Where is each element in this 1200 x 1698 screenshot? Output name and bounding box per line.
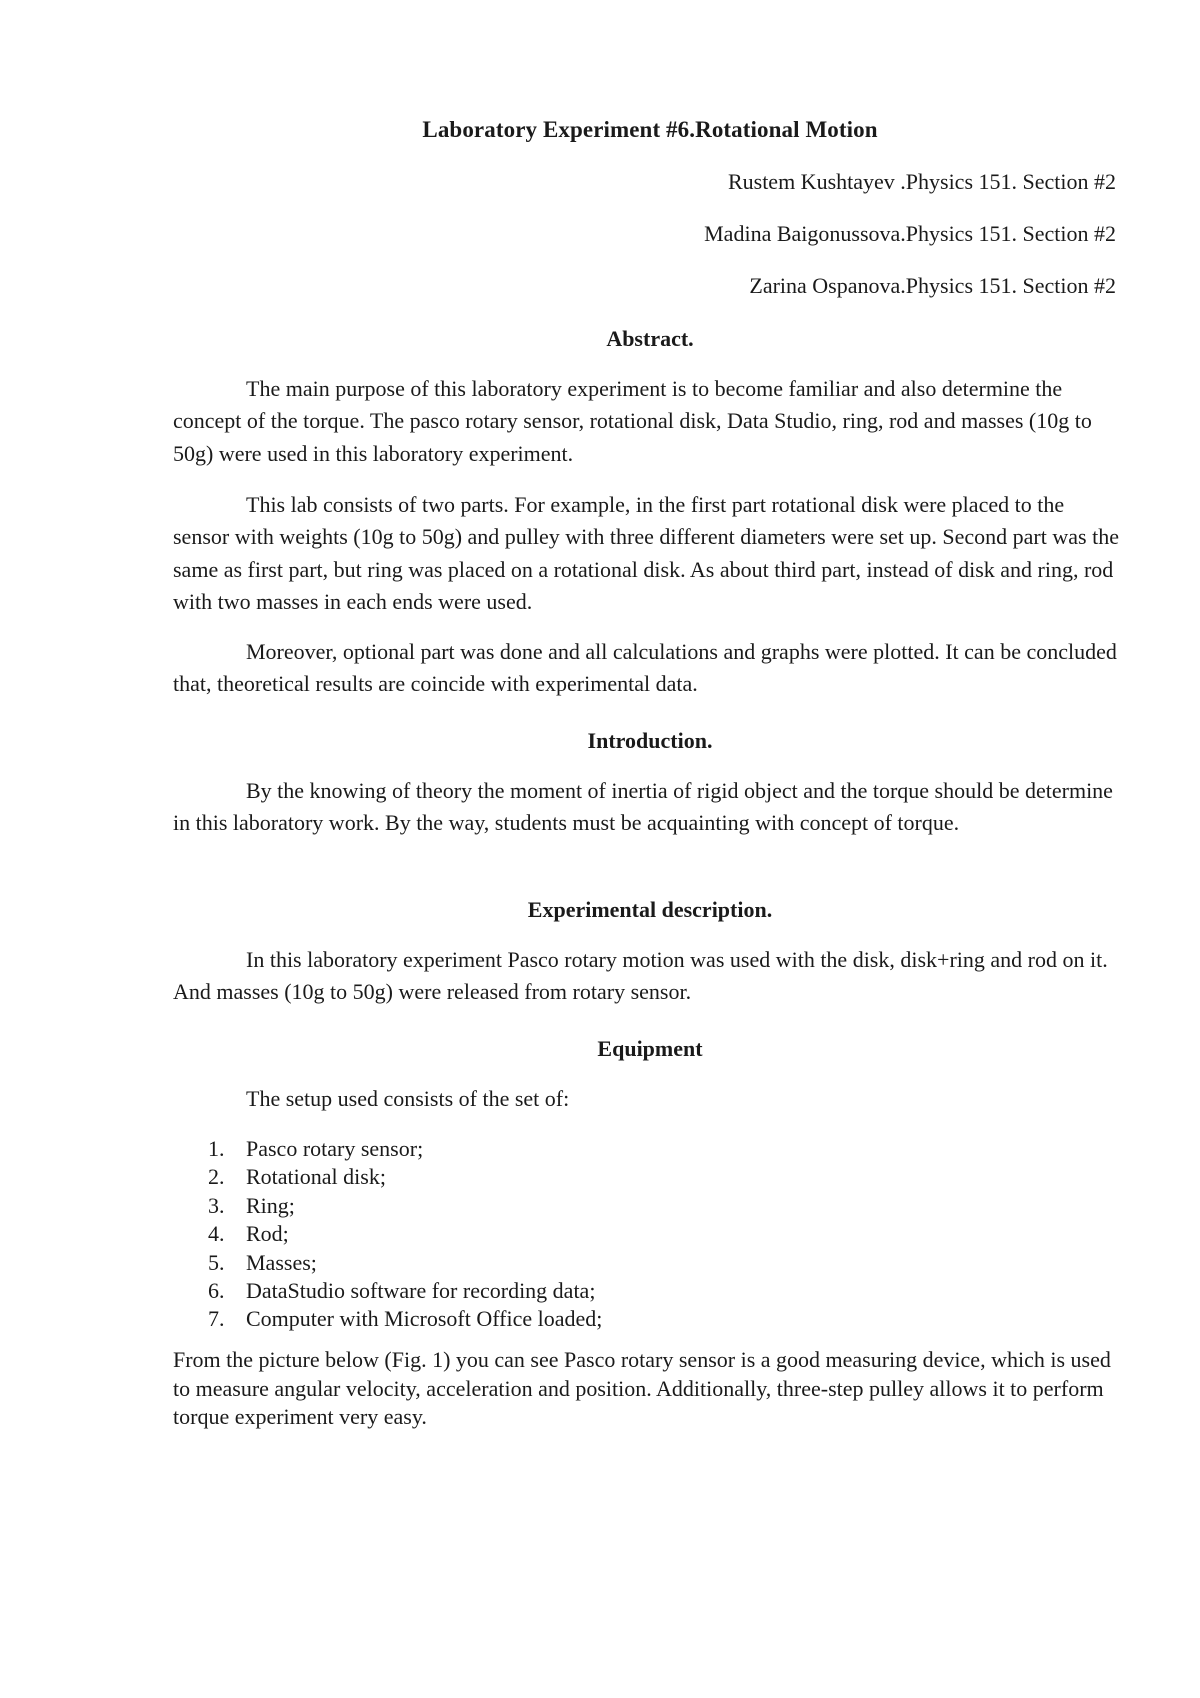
introduction-paragraph: By the knowing of theory the moment of inertia of rigid object and the torque should be determine in this laboratory work. By the way, students must be acquainting with concept of torque. — [173, 778, 1113, 836]
list-item: 6. DataStudio software for recording data; — [208, 1278, 596, 1304]
document-title: Laboratory Experiment #6.Rotational Motion — [422, 117, 878, 142]
equipment-intro: The setup used consists of the set of: — [246, 1086, 570, 1111]
experimental-paragraph: In this laboratory experiment Pasco rotary motion was used with the disk, disk+ring and rod on it. And masses (10g to 50g) were released from rotary sensor. — [173, 947, 1108, 1005]
list-item: 5. Masses; — [208, 1249, 317, 1275]
list-item: 7. Computer with Microsoft Office loaded; — [208, 1306, 603, 1332]
list-item: 4. Rod; — [208, 1221, 289, 1247]
experimental-heading: Experimental description. — [527, 897, 773, 922]
abstract-heading: Abstract. — [606, 326, 694, 351]
abstract-paragraph-3: Moreover, optional part was done and all calculations and graphs were plotted. It can be concluded that, theoretical results are coincide with experimental data. — [173, 639, 1117, 697]
equipment-list — [173, 1135, 1073, 1334]
author-line-1: Rustem Kushtayev .Physics 151. Section #2 — [727, 169, 1116, 194]
introduction-heading: Introduction. — [587, 728, 713, 753]
list-item: 3. Ring; — [208, 1192, 295, 1218]
list-item: 1. Pasco rotary sensor; — [208, 1136, 424, 1161]
abstract-paragraph-2: This lab consists of two parts. For example, in the first part rotational disk were placed to the sensor with weights (10g to 50g) and pulley with three different diameters were set up. Second part was the same as first part, but ring was placed on a rotational disk. As about third part, instead of disk and ring, rod with two masses in each ends were used. — [173, 492, 1119, 614]
list-item: 2. Rotational disk; — [208, 1164, 386, 1190]
abstract-paragraph-1: The main purpose of this laboratory experiment is to become familiar and also determine the concept of the torque. The pasco rotary sensor, rotational disk, Data Studio, ring, rod and masses (10g to 50g) were used in this laboratory experiment. — [173, 376, 1092, 466]
equipment-closing-paragraph: From the picture below (Fig. 1) you can see Pasco rotary sensor is a good measuring device, which is used to measure angular velocity, acceleration and position. Additionally, three-step pulley allows it to perform torque experiment very easy. — [173, 1347, 1111, 1429]
equipment-heading: Equipment — [597, 1036, 703, 1061]
author-line-2: Madina Baigonussova.Physics 151. Section #2 — [704, 221, 1116, 246]
author-line-3: Zarina Ospanova.Physics 151. Section #2 — [749, 273, 1116, 298]
